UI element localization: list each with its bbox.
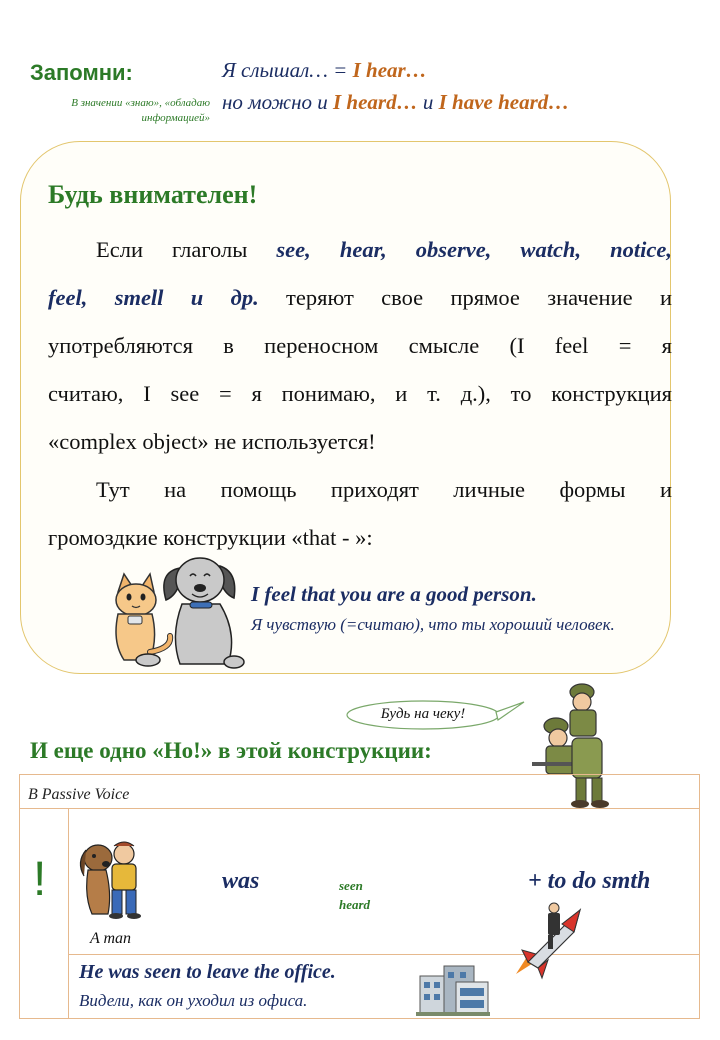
soldiers-illustration [532, 682, 622, 810]
attention-title: Будь внимателен! [48, 180, 258, 209]
cat-and-dog-illustration [88, 552, 244, 674]
remember-note: В значении «знаю», «обладаю информацией» [71, 97, 210, 124]
man-with-dog-illustration [78, 836, 152, 920]
paragraph-1-line-5: «complex object» не используется! [48, 429, 376, 454]
paragraph-1-line-1 [48, 226, 672, 274]
remember-label: Запомни: [30, 60, 133, 85]
remember-line-2-a: но можно и [222, 90, 333, 114]
remember-i-hear: I hear… [352, 58, 427, 82]
table-left-border [19, 774, 20, 1019]
table-bottom-border [19, 1018, 700, 1019]
seen-heard-labels [339, 876, 370, 914]
p1-l2-verbs: feel, smell и др. [48, 285, 259, 310]
remember-line-2 [222, 90, 569, 115]
dog-icon [80, 845, 112, 914]
paragraph-2-line-2: громоздкие конструкции «that - »: [48, 525, 373, 550]
attention-paragraph-2 [48, 466, 672, 562]
table-inner-border [69, 954, 700, 955]
exclamation-mark: ! [33, 853, 47, 906]
p1-l2-text: теряют свое прямое значение и [258, 285, 672, 310]
was-label: was [222, 868, 260, 894]
office-building-icon [416, 966, 490, 1016]
remember-line-1 [222, 58, 427, 83]
p1-l1-verbs: see, hear, observe, watch, notice, [276, 237, 672, 262]
cat-icon [116, 574, 170, 660]
passive-voice-label: В Passive Voice [28, 786, 130, 803]
attention-paragraph-1 [48, 226, 672, 466]
p1-l1-text: Если глаголы [96, 237, 277, 262]
but-heading: И еще одно «Но!» в этой конструкции: [30, 738, 432, 763]
remember-line-2-c: и [417, 90, 439, 114]
speech-bubble-text: Будь на чеку! [380, 706, 466, 722]
office-building-illustration [416, 962, 490, 1016]
table-column-divider [68, 808, 69, 1019]
paragraph-1-line-4: считаю, I see = я понимаю, и т. д.), то конструкция [48, 381, 672, 406]
table-header-border [19, 808, 700, 809]
rocket-man-illustration [508, 902, 588, 980]
attention-example-en: I feel that you are a good person. [251, 582, 537, 606]
table-top-border [19, 774, 700, 775]
remember-line-1-text: Я слышал… = [222, 58, 353, 82]
attention-example-ru: Я чувствую (=считаю), что ты хороший человек. [251, 615, 615, 634]
to-do-smth-label: + to do smth [528, 868, 651, 894]
paragraph-2-line-1: Тут на помощь приходят личные формы и [96, 477, 672, 502]
a-man-label: A man [90, 930, 132, 947]
remember-i-heard: I heard… [333, 90, 418, 114]
passive-example-en: He was seen to leave the office. [79, 961, 336, 983]
remember-i-have-heard: I have heard… [438, 90, 570, 114]
soldier-icon [532, 684, 609, 808]
heard-label: heard [339, 897, 371, 912]
paragraph-1-line-2 [48, 274, 672, 322]
man-icon [109, 842, 141, 919]
passive-example-ru: Видели, как он уходил из офиса. [79, 991, 308, 1010]
seen-label: seen [339, 878, 363, 893]
table-right-border [699, 774, 700, 1019]
paragraph-1-line-3: употребляются в переносном смысле (I feel = я [48, 333, 672, 358]
